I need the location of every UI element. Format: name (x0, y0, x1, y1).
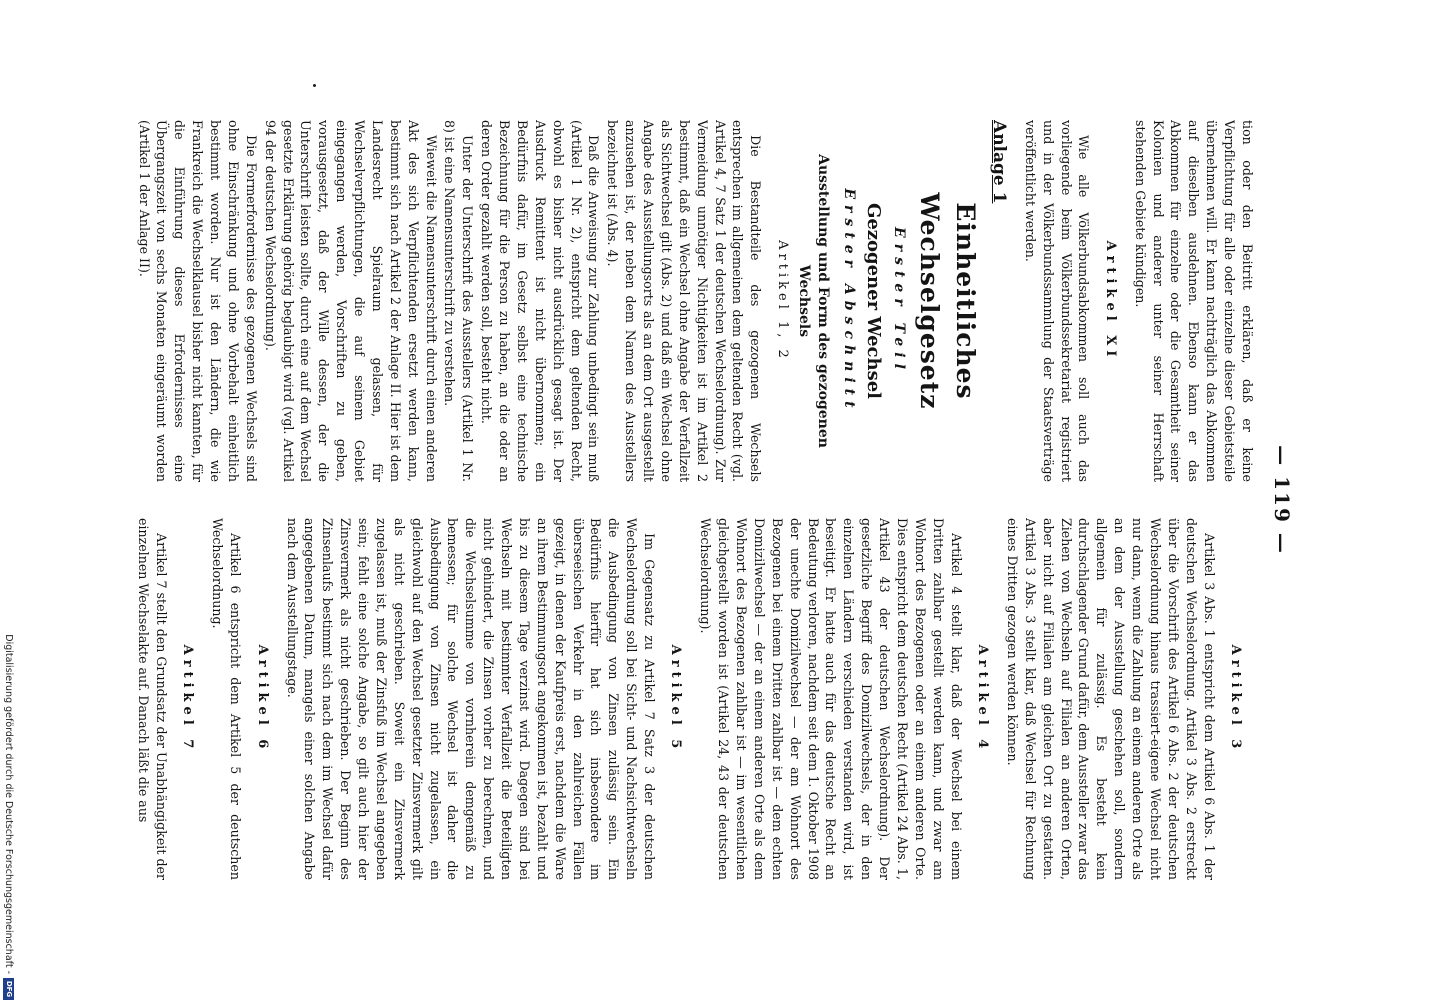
annex-label: Anlage 1 (988, 120, 1009, 204)
article-6-heading: Artikel 6 (254, 644, 270, 754)
paragraph-1: Die Bestandteile des gezogenen Wechsels entsprechen im allgemeinen dem geltenden Recht (vgl. Artikel 4, 7 Satz 1 der deutschen Wechselordnung). Zur Vermeidung unnötiger Nichtigkeiten ist im Artikel 2 bestimmt, daß ein Wechsel ohne Angabe der Verfallzeit als Sichtwechsel gilt (Abs. 2) und daß ein Wechsel ohne Angabe des Ausstellungsorts als an dem Ort ausgestellt anzusehen ist, der neben dem Namen des Ausstellers bezeichnet ist (Abs. 4). (605, 120, 764, 482)
section-label: Erster Abschnitt (841, 188, 858, 414)
text-columns (106, 120, 1256, 880)
article-6-text: Artikel 6 entspricht dem Artikel 5 der deutschen Wechselordnung. (210, 518, 244, 880)
article-4-heading: Artikel 4 (975, 644, 991, 754)
paragraph-3: Unter der Unterschrift des Ausstellers (Artikel 1 Nr. 8) ist eine Namensunterschrift zu verstehen. (442, 120, 476, 482)
law-title: Einheitliches Wechselgesetz (915, 192, 980, 410)
paragraph-4: Wieweit die Namensunterschrift durch einen anderen Akt des sich Verpflichtenden ersetzt werden kann, bestimmt sich nach Artikel 2 der Anlage II. Hier ist dem Landesrecht Spielraum gelassen, für Wechselverpflichtungen, die auf seinem Gebiet eingegangen werden, Vorschriften zu geben, vorausgesetzt, daß der Wille dessen, der die Unterschrift leisten sollte, durch eine auf dem Wechsel gesetzte Erklärung gehörig beglaubigt wird (vgl. Artikel 94 der deutschen Wechselordnung). (262, 120, 439, 482)
footer-strip (0, 0, 18, 1000)
part-subtitle: Gezogener Wechsel (862, 202, 884, 400)
article-7-heading: Artikel 7 (180, 644, 196, 754)
scan-speck (313, 84, 316, 87)
articles-1-2-heading: Artikel 1, 2 (774, 240, 790, 362)
article-3-heading: Artikel 3 (1228, 644, 1243, 754)
article-xi-text: Wie alle Völkerbundsabkommen soll auch das vorliegende beim Völkerbundssekretariat registriert und in der Völkerbundssammlung der Staatsverträge veröffentlicht werden. (1022, 120, 1092, 482)
part-label: Erster Teil (890, 227, 907, 375)
article-5-heading: Artikel 5 (668, 644, 684, 754)
article-xi-heading: Artikel XI (1102, 240, 1118, 362)
article-7-text: Artikel 7 stellt den Grundsatz der Unabhängigkeit der einzelnen Wechselakte auf. Danach läßt die aus (136, 518, 169, 880)
page-number: — 119 — (1270, 445, 1294, 555)
footer-credit: Digitalisierung gefördert durch die Deutsche Forschungsgemeinschaft - (3, 634, 15, 974)
paragraph-5: Die Formerfordernisse des gezogenen Wechsels sind ohne Einschränkung und ohne Vorbehalt einheitlich bestimmt worden. Nur ist den Ländern, die wie Frankreich die Wechselklausel bisher nicht kannten, für die Einführung dieses Erfordernisses eine Übergangszeit von sechs Monaten eingeräumt worden (Artikel 1 der Anlage II). (136, 120, 259, 482)
article-5-text: Im Gegensatz zu Artikel 7 Satz 3 der deutschen Wechselordnung soll bei Sicht- und Nachsichtwechseln die Ausbedingung von Zinsen zulässig sein. Ein Bedürfnis hierfür hat sich insbesondere im überseeischen Verkehr in den zahlreichen Fällen gezeigt, in denen der Kaufpreis erst, nachdem die Ware an ihrem Bestimmungsort angekommen ist, bezahlt und bis zu diesem Tage verzinst wird. Dagegen sind bei Wechseln mit bestimmter Verfallzeit die Beteiligten nicht gehindert, die Zinsen vorher zu berechnen, und die Wechselsumme von vornherein demgemäß zu bemessen; für solche Wechsel ist daher die Ausbedingung von Zinsen nicht zugelassen, ein gleichwohl auf den Wechsel gesetzter Zinsvermerk gilt als nicht geschrieben. Soweit ein Zinsvermerk zugelassen ist, muß der Zinsfuß im Wechsel angegeben sein; fehlt eine solche Angabe, so gilt auch hier der Zinsvermerk als nicht geschrieben. Der Beginn des Zinsenlaufs bestimmt sich nach dem im Wechsel dafür angegebenen Datum, mangels einer solchen Angabe nach dem Ausstellungstage. (284, 518, 658, 880)
article-3-text: Artikel 3 Abs. 1 entspricht dem Artikel 6 Abs. 1 der deutschen Wechselordnung. Artikel 3 Abs. 2 erstreckt über die Vorschrift des Artikel 6 Abs. 2 der deutschen Wechselordnung hinaus trassiert-eigene Wechsel nicht nur dann, wenn die Zahlung an einem anderen Orte als an dem der Ausstellung geschehen soll, sondern allgemein für zulässig. Es besteht kein durchschlagender Grund dafür, dem Aussteller zwar das Ziehen von Wechseln auf Filialen an anderen Orten, aber nicht auf Filialen am gleichen Ort zu gestatten. Artikel 3 Abs. 3 stellt klar, daß Wechsel für Rechnung eines Dritten gezogen werden können. (1004, 518, 1217, 880)
article-4-text: Artikel 4 stellt klar, daß der Wechsel bei einem Dritten zahlbar gestellt werden kann, und zwar am Wohnort des Bezogenen oder an einem anderen Orte. Dies entspricht dem deutschen Recht (Artikel 24 Abs. 1, Artikel 43 der deutschen Wechselordnung). Der gesetzliche Begriff des Domizilwechsels, der in den einzelnen Ländern verschieden verstanden wird, ist beseitigt. Er hatte auch für das deutsche Recht an Bedeutung verloren, nachdem seit dem 1. Oktober 1908 der unechte Domizilwechsel — der am Wohnort des Bezogenen bei einem Dritten zahlbar ist — dem echten Domizilwechsel — der an einem anderen Orte als dem Wohnort des Bezogenen zahlbar ist — im wesentlichen gleichgestellt worden ist (Artikel 24, 43 der deutschen Wechselordnung). (698, 518, 964, 880)
section-title: Ausstellung und Form des gezogenen Wechsels (795, 154, 832, 448)
dfg-logo-icon: DFG (4, 978, 15, 1000)
paragraph-2: Daß die Anweisung zur Zahlung unbedingt sein muß (Artikel 1 Nr. 2), entspricht dem geltenden Recht, obwohl es bisher nicht ausdrücklich gesagt ist. Der Ausdruck Remittent ist nicht übernommen; ein Bedürfnis dafür, im Gesetz selbst eine technische Bezeichnung für die Person zu haben, an die oder an deren Order gezahlt werden soll, besteht nicht. (479, 120, 602, 482)
footer-credit-line (2, 0, 16, 1000)
right-column (106, 518, 1256, 880)
paragraph-continuation: tion oder den Beitritt erklären, daß er keine Verpflichtung für alle oder einzelne dieser Gebietsteile übernehmen will. Er kann nachträglich das Abkommen auf dieselben ausdehnen. Ebenso kann er das Abkommen für einzelne oder die Gesamtheit seiner Kolonien und anderer unter seiner Herrschaft stehenden Gebiete kündigen. (1132, 120, 1255, 482)
left-column (106, 120, 1256, 482)
